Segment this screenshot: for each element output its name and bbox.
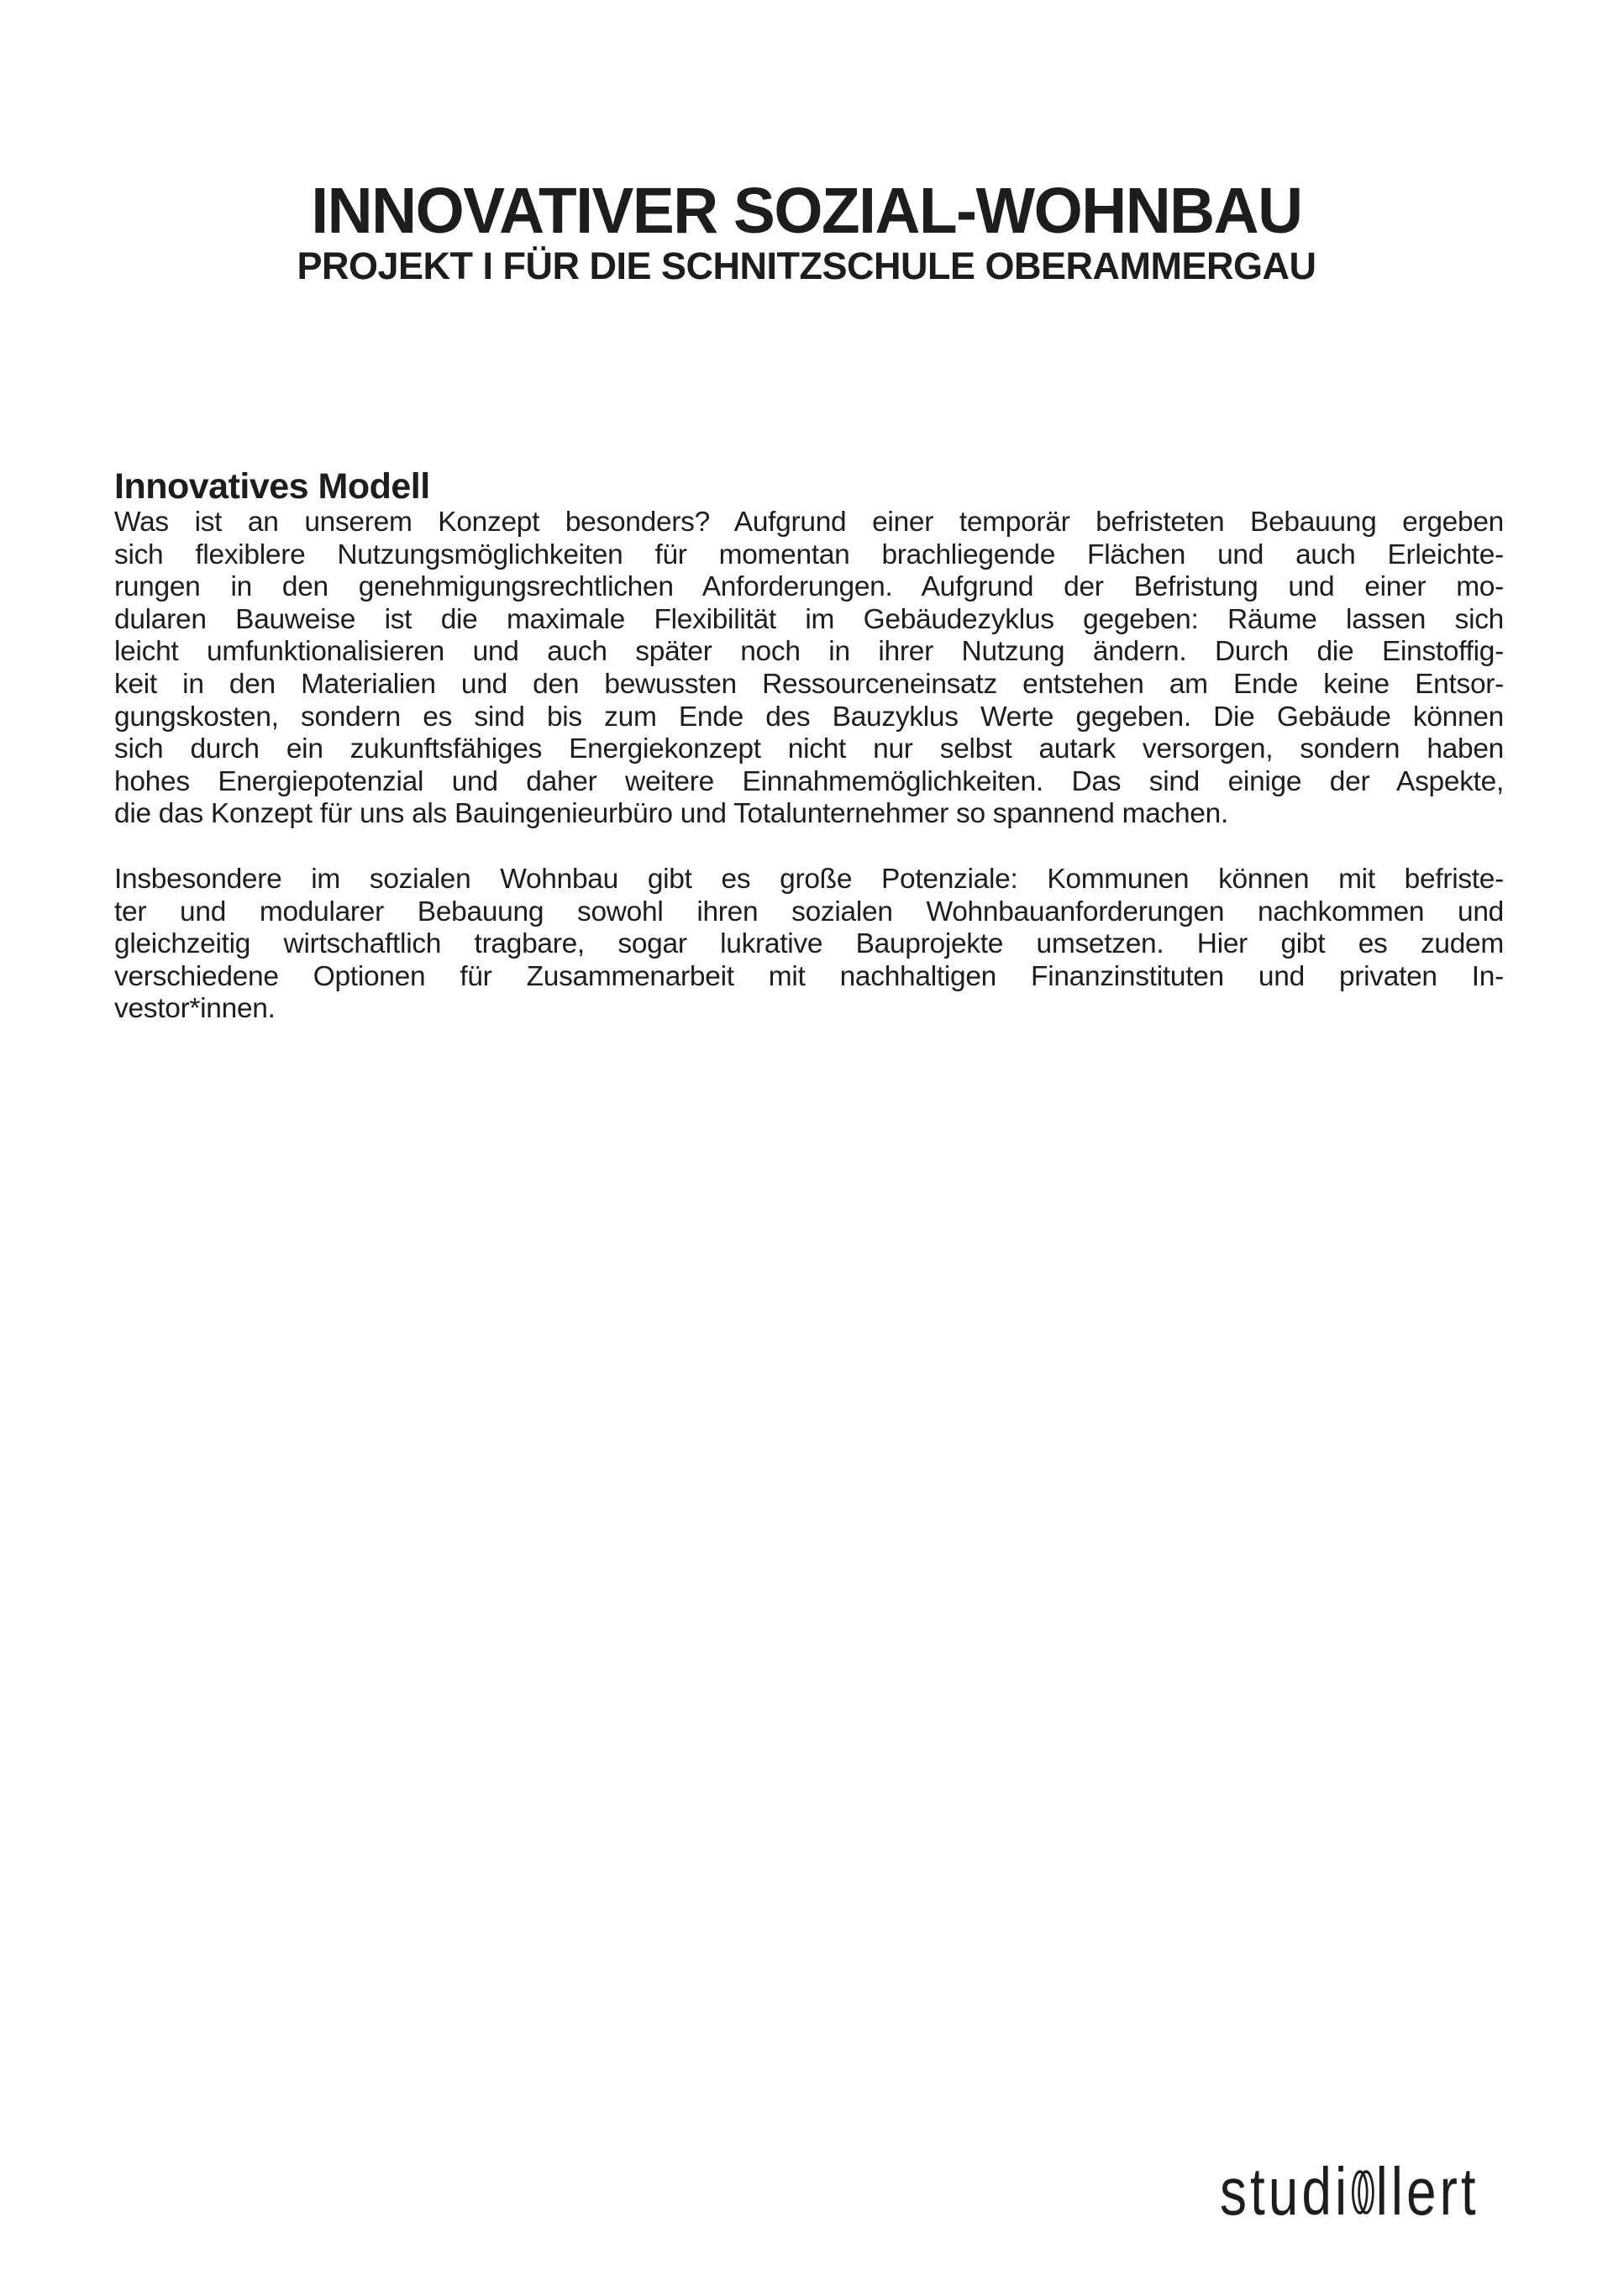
studiollert-logo xyxy=(1220,2156,1479,2228)
text-line: Insbesondere im sozialen Wohnbau gibt es große Potenziale: Kommunen können mit befriste- xyxy=(114,863,1504,895)
logo-prefix: studi xyxy=(1220,2154,1351,2229)
body-content xyxy=(114,467,1504,1026)
title-block xyxy=(0,175,1613,288)
text-line: vestor*innen. xyxy=(114,993,276,1025)
paragraphs-container xyxy=(114,507,1504,1026)
section-heading: Innovatives Modell xyxy=(114,466,430,507)
logo-suffix: llert xyxy=(1375,2154,1479,2229)
text-line: verschiedene Optionen für Zusammenarbeit mit nachhaltigen Finanzinstituten und privaten In- xyxy=(114,960,1504,992)
text-line: dularen Bauweise ist die maximale Flexibilität im Gebäudezyklus gegeben: Räume lassen sich xyxy=(114,603,1504,635)
text-line: gungskosten, sondern es sind bis zum Ende des Bauzyklus Werte gegeben. Die Gebäude können xyxy=(114,701,1504,733)
text-line: die das Konzept für uns als Bauingenieurbüro und Totalunternehmer so spannend machen. xyxy=(114,798,1228,830)
paragraph xyxy=(114,864,1504,1026)
text-line: sich flexiblere Nutzungsmöglichkeiten für momentan brachliegende Flächen und auch Erleichte- xyxy=(114,539,1504,570)
document-title: INNOVATIVER SOZIAL-WOHNBAU xyxy=(311,175,1302,247)
text-line: rungen in den genehmigungsrechtlichen Anforderungen. Aufgrund der Befristung und einer mo- xyxy=(114,571,1504,603)
text-line: sich durch ein zukunftsfähiges Energiekonzept nicht nur selbst autark versorgen, sondern haben xyxy=(114,733,1504,765)
text-line: ter und modularer Bebauung sowohl ihren sozialen Wohnbauanforderungen nachkommen und xyxy=(114,896,1504,927)
text-line: hohes Energiepotenzial und daher weitere Einnahmemöglichkeiten. Das sind einige der Aspekte, xyxy=(114,765,1504,797)
paragraph xyxy=(114,507,1504,831)
text-line: gleichzeitig wirtschaftlich tragbare, sogar lukrative Bauprojekte umsetzen. Hier gibt es zudem xyxy=(114,928,1504,960)
text-line: leicht umfunktionalisieren und auch später noch in ihrer Nutzung ändern. Durch die Einstoffig- xyxy=(114,636,1504,668)
double-o-ligature-icon xyxy=(1352,2170,1374,2219)
text-line: Was ist an unserem Konzept besonders? Aufgrund einer temporär befristeten Bebauung ergeben xyxy=(114,507,1504,538)
document-subtitle: PROJEKT I FÜR DIE SCHNITZSCHULE OBERAMMERGAU xyxy=(297,244,1316,287)
text-line: keit in den Materialien und den bewussten Ressourceneinsatz entstehen am Ende keine Entsor- xyxy=(114,668,1504,700)
